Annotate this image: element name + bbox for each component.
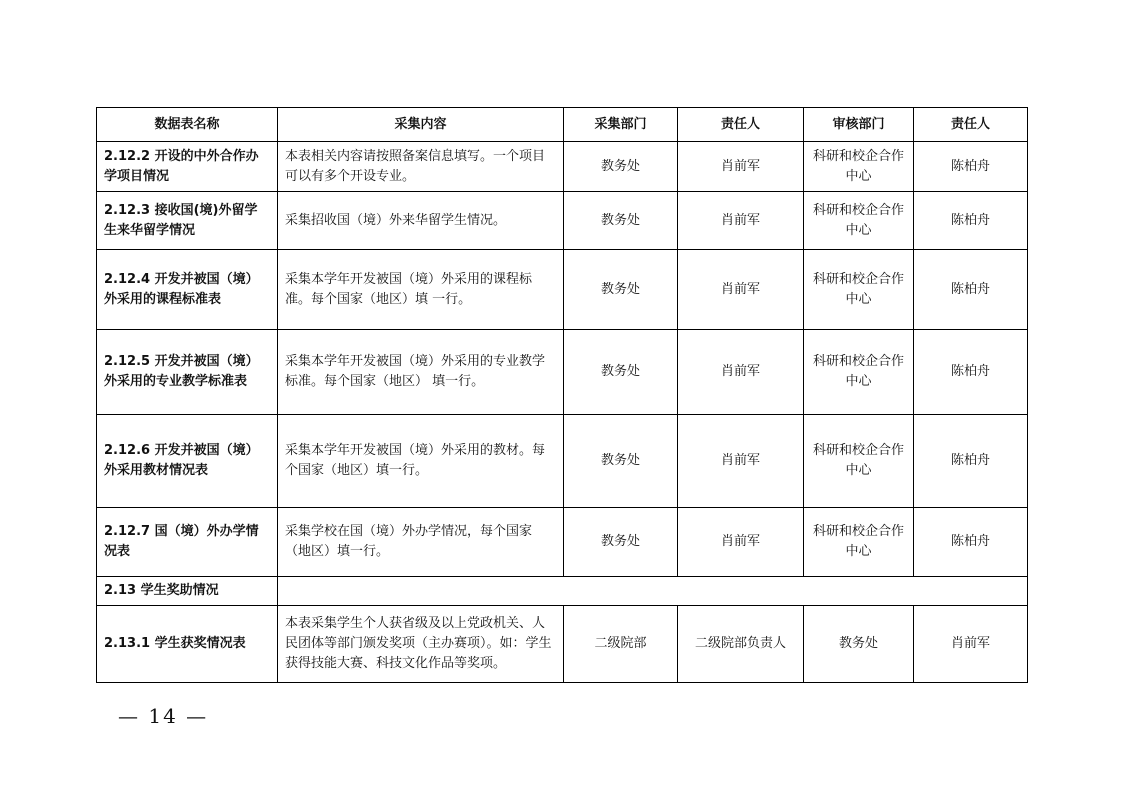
row-name: 2.12.4 开发并被国（境）外采用的课程标准表 [97,250,278,330]
data-collection-table [96,107,1028,683]
row-dept: 教务处 [564,508,678,577]
header-review-person: 责任人 [914,108,1028,142]
row-review-person: 陈柏舟 [914,508,1028,577]
table-row [97,192,1028,250]
row-name: 2.12.3 接收国(境)外留学生来华留学情况 [97,192,278,250]
header-review-dept: 审核部门 [804,108,914,142]
row-review-dept: 科研和校企合作中心 [804,415,914,508]
table-header-row [97,108,1028,142]
row-dept: 二级院部 [564,606,678,683]
row-content: 采集本学年开发被国（境）外采用的专业教学标准。每个国家（地区） 填一行。 [278,330,564,415]
row-content: 本表采集学生个人获省级及以上党政机关、人民团体等部门颁发奖项（主办赛项）。如：学生获得技能大赛、科技文化作品等奖项。 [278,606,564,683]
row-review-person: 陈柏舟 [914,330,1028,415]
row-person: 二级院部负责人 [678,606,804,683]
row-name: 2.12.7 国（境）外办学情况表 [97,508,278,577]
row-content: 采集招收国（境）外来华留学生情况。 [278,192,564,250]
header-collect-dept: 采集部门 [564,108,678,142]
header-table-name: 数据表名称 [97,108,278,142]
row-review-dept: 科研和校企合作中心 [804,250,914,330]
row-review-dept: 教务处 [804,606,914,683]
row-content: 本表相关内容请按照备案信息填写。一个项目可以有多个开设专业。 [278,142,564,192]
row-review-person: 肖前军 [914,606,1028,683]
row-dept: 教务处 [564,330,678,415]
row-review-person: 陈柏舟 [914,415,1028,508]
table-row [97,508,1028,577]
table-row [97,415,1028,508]
row-content: 采集本学年开发被国（境）外采用的教材。每个国家（地区）填一行。 [278,415,564,508]
row-dept: 教务处 [564,250,678,330]
row-review-dept: 科研和校企合作中心 [804,192,914,250]
row-person: 肖前军 [678,508,804,577]
row-review-dept: 科研和校企合作中心 [804,508,914,577]
row-person: 肖前军 [678,330,804,415]
row-person: 肖前军 [678,250,804,330]
row-person: 肖前军 [678,192,804,250]
section-row [97,577,1028,606]
table-row [97,330,1028,415]
row-review-person: 陈柏舟 [914,192,1028,250]
row-person: 肖前军 [678,142,804,192]
page-number: — 14 — [118,704,209,728]
row-content: 采集学校在国（境）外办学情况，每个国家（地区）填一行。 [278,508,564,577]
header-person: 责任人 [678,108,804,142]
row-person: 肖前军 [678,415,804,508]
row-review-person: 陈柏舟 [914,142,1028,192]
table-row [97,250,1028,330]
row-name: 2.12.5 开发并被国（境）外采用的专业教学标准表 [97,330,278,415]
row-review-person: 陈柏舟 [914,250,1028,330]
section-name: 2.13 学生奖助情况 [97,577,278,606]
row-dept: 教务处 [564,142,678,192]
row-dept: 教务处 [564,192,678,250]
table-row [97,606,1028,683]
header-content: 采集内容 [278,108,564,142]
row-name: 2.12.6 开发并被国（境）外采用教材情况表 [97,415,278,508]
table-row [97,142,1028,192]
row-name: 2.13.1 学生获奖情况表 [97,606,278,683]
section-empty-cell [278,577,1028,606]
row-dept: 教务处 [564,415,678,508]
row-review-dept: 科研和校企合作中心 [804,330,914,415]
row-review-dept: 科研和校企合作中心 [804,142,914,192]
row-name: 2.12.2 开设的中外合作办学项目情况 [97,142,278,192]
row-content: 采集本学年开发被国（境）外采用的课程标准。每个国家（地区）填 一行。 [278,250,564,330]
